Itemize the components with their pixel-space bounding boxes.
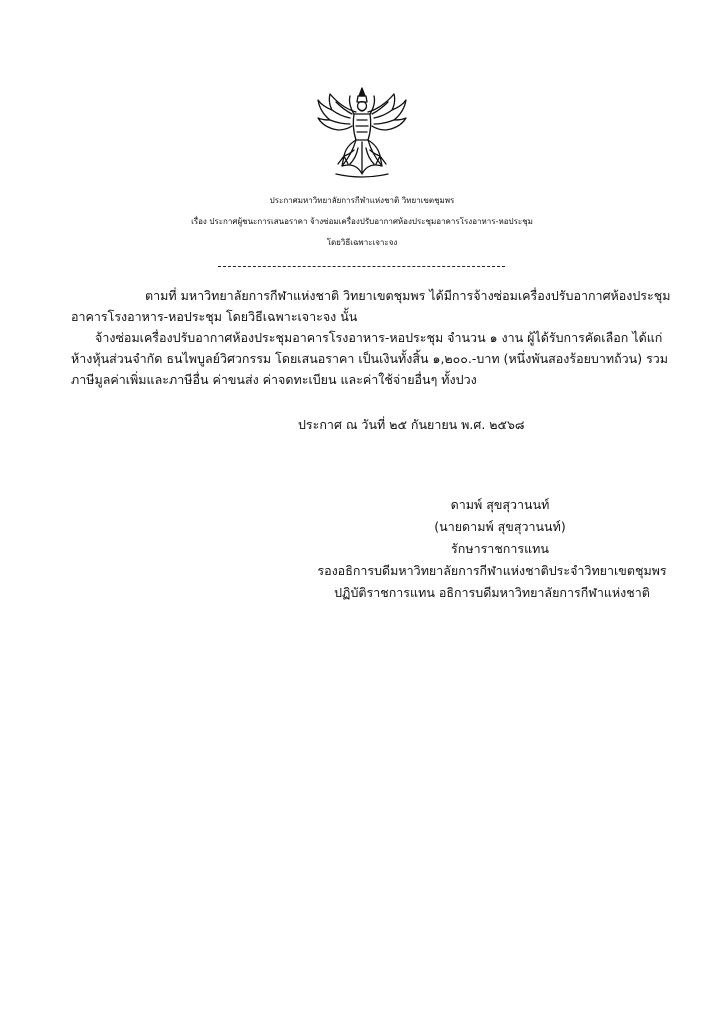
announcement-title: ประกาศมหาวิทยาลัยการกีฬาแห่งชาติ วิทยาเขตชุมพร: [269, 196, 455, 205]
acting-status: รักษาราชการแทน: [451, 541, 549, 556]
paragraph2-line1: จ้างซ่อมเครื่องปรับอากาศห้องประชุมอาคารโรงอาหาร-หอประชุม จำนวน ๑ งาน ผู้ได้รับการคัดเลือก ได้แก่: [95, 330, 663, 345]
title-divider: [218, 266, 505, 267]
signatory-acting-for: ปฏิบัติราชการแทน อธิการบดีมหาวิทยาลัยการกีฬาแห่งชาติ: [334, 585, 650, 600]
paragraph1-line1: ตามที่ มหาวิทยาลัยการกีฬาแห่งชาติ วิทยาเขตชุมพร ได้มีการจ้างซ่อมเครื่องปรับอากาศห้องประชุม: [145, 288, 671, 303]
signatory-full-name: (นายดามพ์ สุขสุวานนท์): [434, 519, 566, 534]
paragraph2-line2: ห้างหุ้นส่วนจำกัด ธนไพบูลย์วิศวกรรม โดยเสนอราคา เป็นเงินทั้งสิ้น ๑,๒๐๐.-บาท (หนึ่งพันสองร้อยบาทถ้วน) รวม: [71, 351, 669, 366]
garuda-emblem-icon: [312, 84, 412, 184]
signature-name: ดามพ์ สุขสุวานนท์: [450, 497, 550, 512]
paragraph2-line3: ภาษีมูลค่าเพิ่มและภาษีอื่น ค่าขนส่ง ค่าจดทะเบียน และค่าใช้จ่ายอื่นๆ ทั้งปวง: [71, 372, 477, 387]
announcement-subject: เรื่อง ประกาศผู้ชนะการเสนอราคา จ้างซ่อมเครื่องปรับอากาศห้องประชุมอาคารโรงอาหาร-หอประชุม: [191, 217, 533, 226]
signatory-position: รองอธิการบดีมหาวิทยาลัยการกีฬาแห่งชาติประจำวิทยาเขตชุมพร: [317, 563, 667, 578]
paragraph1-line2: อาคารโรงอาหาร-หอประชุม โดยวิธีเฉพาะเจาะจง นั้น: [71, 309, 358, 324]
procurement-method: โดยวิธีเฉพาะเจาะจง: [326, 238, 398, 247]
announcement-date: ประกาศ ณ วันที่ ๒๕ กันยายน พ.ศ. ๒๕๖๘: [298, 417, 525, 432]
